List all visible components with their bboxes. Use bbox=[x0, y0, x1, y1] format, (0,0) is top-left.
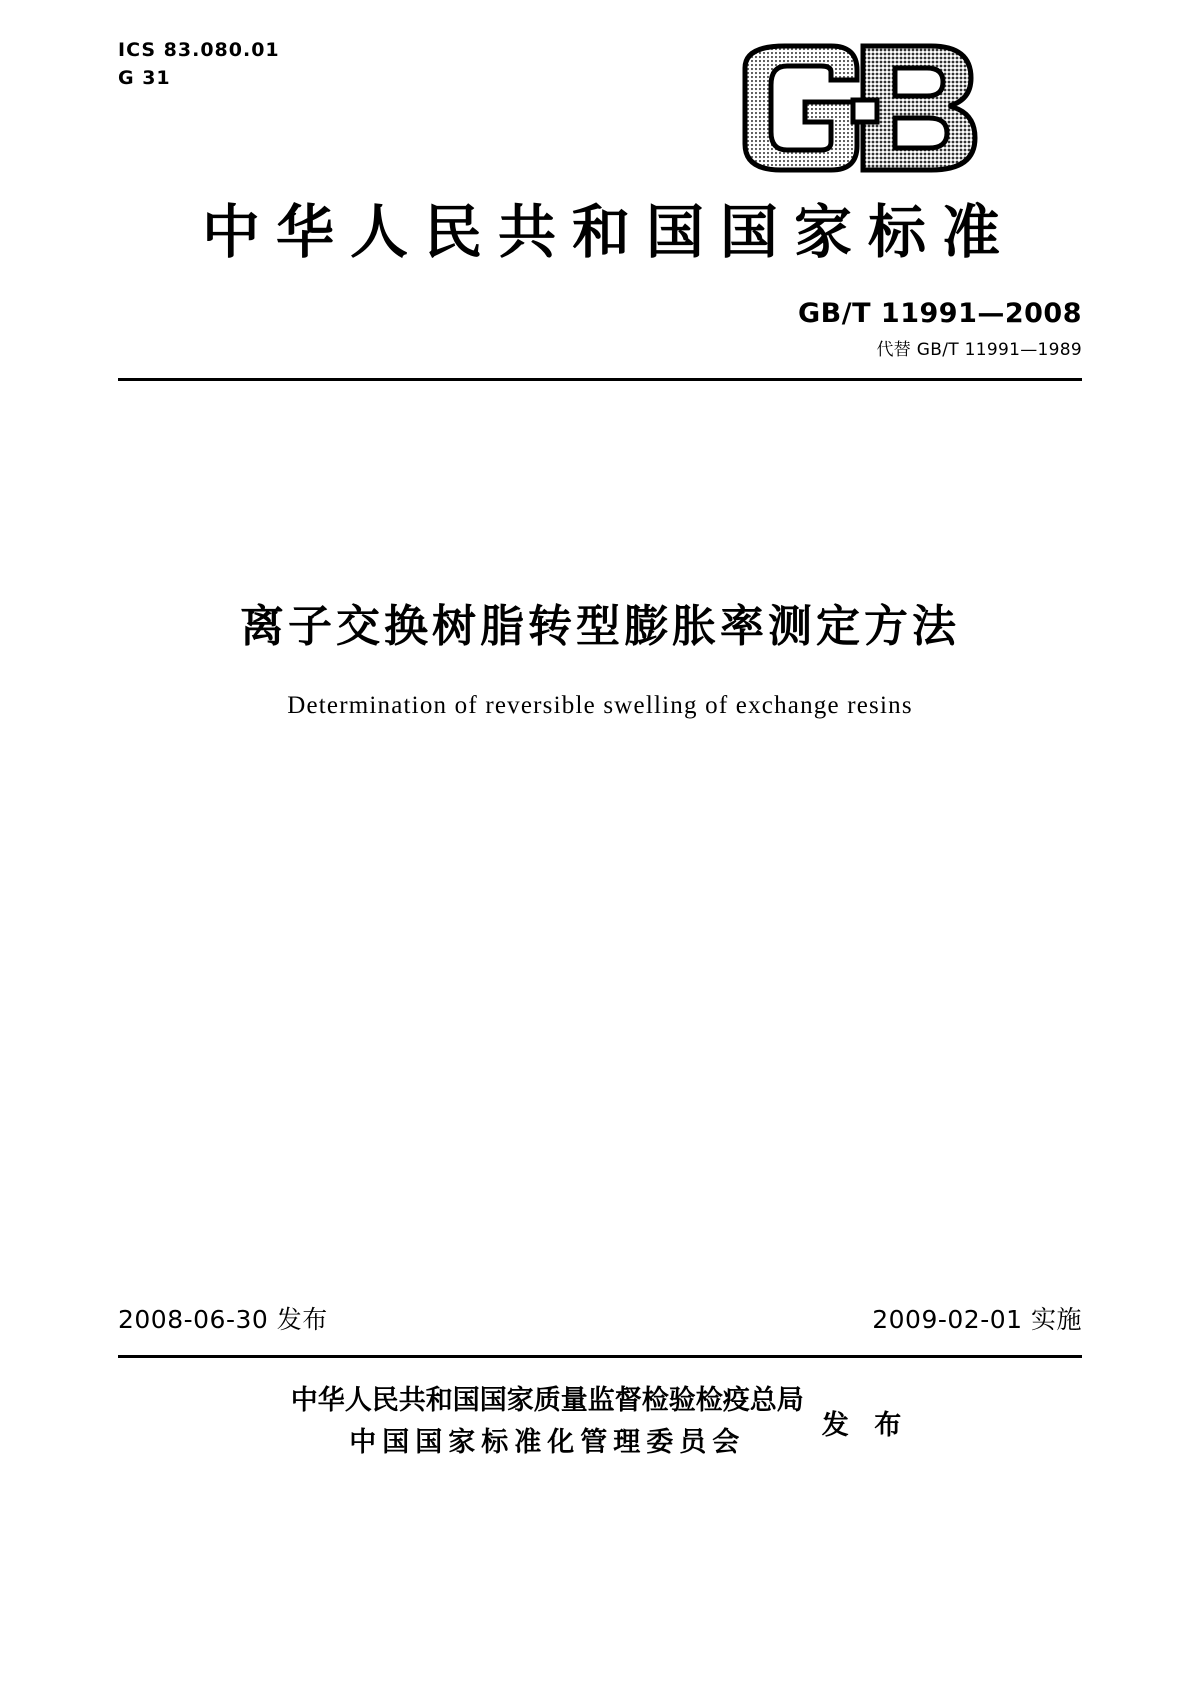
issue-date: 2008-06-30 发布 bbox=[118, 1305, 328, 1334]
effective-date: 2009-02-01 实施 bbox=[872, 1305, 1082, 1334]
ics-code: ICS 83.080.01 bbox=[118, 39, 280, 61]
national-standard-title: 中华人民共和国国家标准 bbox=[201, 198, 1016, 266]
document-title-en: Determination of reversible swelling of exchange resins bbox=[287, 692, 913, 719]
document-title-cn: 离子交换树脂转型膨胀率测定方法 bbox=[240, 601, 960, 652]
standard-number: GB/T 11991—2008 bbox=[798, 298, 1082, 329]
ics-block bbox=[118, 36, 280, 92]
publisher-line-1: 中华人民共和国国家质量监督检验检疫总局 bbox=[290, 1385, 804, 1416]
publisher-line-2: 中国国家标准化管理委员会 bbox=[349, 1427, 746, 1458]
publisher-verb: 发 布 bbox=[821, 1409, 910, 1441]
header-divider bbox=[118, 378, 1082, 381]
gb-logo bbox=[735, 40, 985, 175]
publisher-names bbox=[291, 1380, 804, 1464]
standard-number-block bbox=[798, 298, 1082, 360]
footer-divider bbox=[118, 1355, 1082, 1358]
publisher-block bbox=[0, 1380, 1200, 1464]
classification-code: G 31 bbox=[118, 67, 171, 89]
standard-replaces: 代替 GB/T 11991—1989 bbox=[876, 340, 1082, 360]
